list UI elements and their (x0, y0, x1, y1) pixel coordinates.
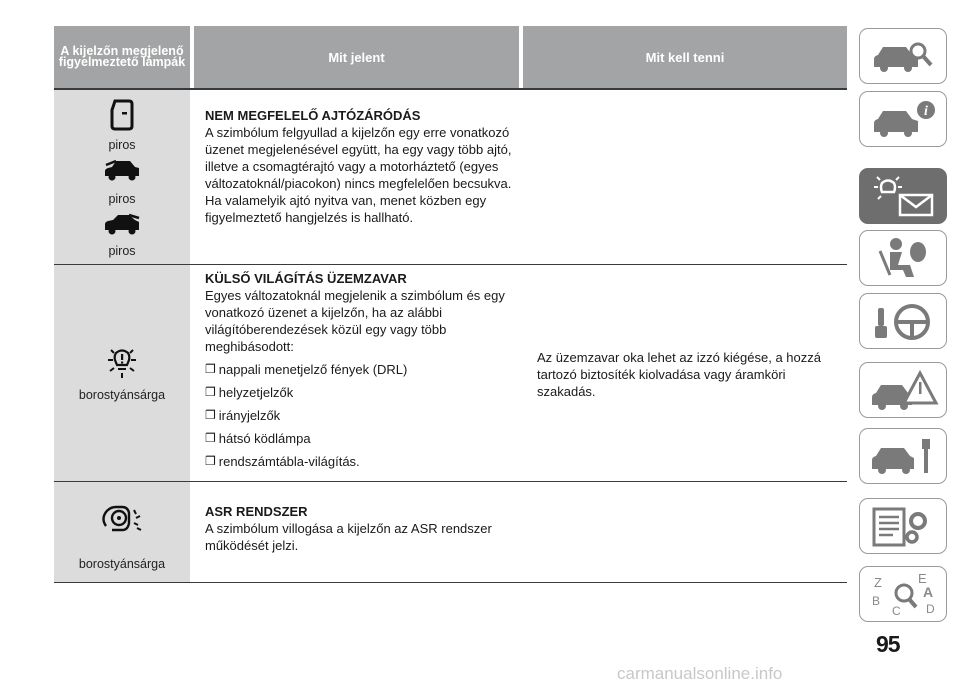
tab-emergency[interactable] (859, 362, 947, 418)
header-indicator: A kijelzőn megjelenő figyelmeztető lámpák (54, 26, 190, 88)
svg-text:i: i (924, 104, 928, 119)
svg-text:A: A (923, 584, 934, 600)
list-item: ❒ rendszámtábla-világítás. (205, 454, 360, 469)
tab-car-info[interactable] (859, 91, 947, 147)
list-item: ❒ helyzetjelzők (205, 385, 294, 400)
row-title: KÜLSŐ VILÁGÍTÁS ÜZEMZAVAR (205, 271, 407, 286)
checkbox-bullet: ❒ (205, 454, 216, 468)
asr-traction-icon (98, 504, 146, 534)
row-door-description (205, 107, 520, 226)
svg-text:D: D (926, 602, 935, 616)
svg-text:C: C (892, 604, 901, 617)
car-hood-open-icon (102, 158, 142, 182)
color-label: piros (108, 192, 136, 206)
steering-key-icon (868, 298, 940, 344)
checkbox-bullet: ❒ (205, 362, 216, 376)
svg-text:B: B (872, 594, 881, 608)
tab-safety[interactable] (859, 230, 947, 286)
list-item: ❒ irányjelzők (205, 408, 281, 423)
car-emergency-icon (868, 367, 940, 413)
checkbox-bullet: ❒ (205, 408, 216, 422)
tab-index[interactable] (859, 566, 947, 622)
row-text: A szimbólum felgyullad a kijelzőn egy erre vonatkozó üzenet megjelenésével együtt, ha egy vagy több ajtó, illetve a csomagtérajtó vagy a motorháztető (egyes változatoknál/piacokon) nincs megfelelően becsukva. (205, 125, 512, 191)
row-divider (54, 582, 847, 583)
row-divider (54, 264, 847, 265)
exterior-light-fault-icon (104, 344, 140, 380)
checkbox-bullet: ❒ (205, 385, 216, 399)
tab-driving[interactable] (859, 293, 947, 349)
car-service-icon (868, 433, 940, 479)
tab-maintenance[interactable] (859, 428, 947, 484)
row-text: Egyes változatoknál megjelenik a szimbólum és egy vonatkozó üzenet a kijelzőn, ha az alábbi világítóberendezések közül egy vagy több meghibásodott: (205, 288, 505, 354)
row-asr-description (205, 503, 520, 554)
header-meaning: Mit jelent (194, 26, 519, 88)
tab-car-search[interactable] (859, 28, 947, 84)
checkbox-bullet: ❒ (205, 431, 216, 445)
color-label: piros (108, 244, 136, 258)
warning-light-message-icon (868, 173, 940, 219)
row-title: NEM MEGFELELŐ AJTÓZÁRÓDÁS (205, 108, 421, 123)
specifications-gear-icon (868, 503, 940, 549)
row-divider (54, 481, 847, 482)
tab-specifications[interactable] (859, 498, 947, 554)
color-label: borostyánsárga (78, 388, 166, 402)
row-text-2: Ha valamelyik ajtó nyitva van, menet közben egy figyelmeztető hangjelzés is hallható. (205, 193, 487, 225)
airbag-seat-icon (868, 235, 940, 281)
header-action: Mit kell tenni (523, 26, 847, 88)
list-item: ❒ nappali menetjelző fények (DRL) (205, 362, 408, 377)
car-search-icon (868, 33, 940, 79)
color-label: borostyánsárga (78, 557, 166, 571)
color-label: piros (108, 138, 136, 152)
list-item: ❒ hátsó ködlámpa (205, 431, 311, 446)
watermark: carmanualsonline.info (617, 664, 783, 683)
row-title: ASR RENDSZER (205, 504, 308, 519)
car-trunk-open-icon (102, 212, 142, 236)
row-text: A szimbólum villogása a kijelzőn az ASR rendszer működését jelzi. (205, 521, 492, 553)
door-open-icon (109, 98, 135, 132)
tab-warning-lights[interactable] (859, 168, 947, 224)
car-info-icon (868, 96, 940, 142)
row-action-text: Az üzemzavar oka lehet az izzó kiégése, a hozzá tartozó biztosíték kiolvadása vagy áramköri szakadás. (537, 350, 821, 399)
svg-text:Z: Z (874, 575, 882, 590)
svg-text:E: E (918, 571, 927, 586)
row-exterior-light-description (205, 270, 520, 470)
alphabetical-index-icon (868, 571, 940, 617)
page-number: 95 (876, 631, 900, 657)
